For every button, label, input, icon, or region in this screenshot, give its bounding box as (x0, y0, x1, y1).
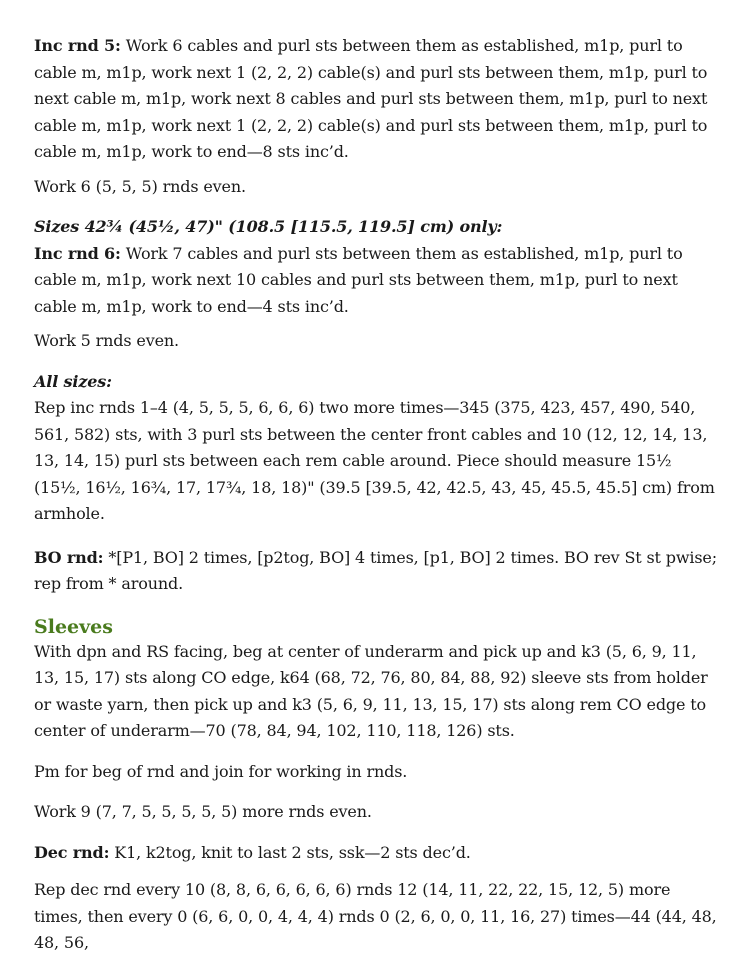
bo-rnd-text: *[P1, BO] 2 times, [p2tog, BO] 4 times, [p1, BO] 2 times. BO rev St st pwise; rep from * around. (34, 547, 717, 593)
work-rnds-even-5: Work 5 rnds even. (34, 331, 179, 350)
sizes-only-header: Sizes 42¾ (45½, 47)" (108.5 [115.5, 119.5] cm) only: (34, 217, 503, 236)
work-rnds-even-6: Work 6 (5, 5, 5) rnds even. (34, 176, 246, 196)
inc-rnd-6-paragraph (34, 241, 720, 321)
bo-rnd-paragraph (34, 545, 720, 598)
sleeves-heading: Sleeves (34, 615, 113, 638)
all-sizes-header: All sizes: (34, 371, 112, 391)
rep-dec-text: Rep dec rnd every 10 (8, 8, 6, 6, 6, 6, 6) rnds 12 (14, 11, 22, 22, 15, 12, 5) more times, then every 0 (6, 6, 0, 0, 4, 4, 4) rnds 0 (2, 6, 0, 0, 11, 16, 27) times—44 (44, 48, 48, 56, (34, 880, 717, 952)
sleeves-pickup-text: With dpn and RS facing, beg at center of underarm and pick up and k3 (5, 6, 9, 11, 13, 15, 17) sts along CO edge, k64 (68, 72, 76, 80, 84, 88, 92) sleeve sts from holder or waste yarn, then pick up and k3 (5, 6, 9, 11, 13, 15, 17) sts along rem CO edge to center of underarm—70 (78, 84, 94, 102, 110, 118, 126) sts. (34, 641, 708, 740)
bo-rnd-label: BO rnd: (34, 547, 104, 567)
dec-rnd-text: K1, k2tog, knit to last 2 sts, ssk—2 sts dec’d. (109, 842, 471, 862)
all-sizes-text: Rep inc rnds 1–4 (4, 5, 5, 5, 6, 6, 6) two more times—345 (375, 423, 457, 490, 540, 561, 582) sts, with 3 purl sts between the center front cables and 10 (12, 12, 14, 13, 13, 14, 15) purl sts between each rem cable around. Piece should measure 15½ (15½, 16½, 16¾, 17, 17¾, 18, 18)" (39.5 [39.5, 42, 42.5, 43, 45, 45.5, 45.5] cm) from armhole. (34, 398, 715, 523)
sleeves-pm-text: Pm for beg of rnd and join for working in rnds. (34, 761, 408, 781)
inc-rnd-5-paragraph (34, 33, 720, 166)
dec-rnd-label: Dec rnd: (34, 842, 110, 862)
inc-rnd-5-label: Inc rnd 5: (34, 36, 121, 55)
sleeves-work-even-text: Work 9 (7, 7, 5, 5, 5, 5, 5) more rnds even. (34, 802, 372, 821)
inc-rnd-6-text: Work 7 cables and purl sts between them as established, m1p, purl to cable m, m1p, work next 10 cables and purl sts between them, m1p, purl to next cable m, m1p, work to end—4 sts inc’d. (34, 243, 683, 316)
dec-rnd-paragraph (34, 840, 720, 867)
inc-rnd-5-text: Work 6 cables and purl sts between them as established, m1p, purl to cable m, m1p, work next 1 (2, 2, 2) cable(s) and purl sts between them, m1p, purl to next cable m, m1p, work next 8 cables and purl sts between them, m1p, purl to next cable m, m1p, work next 1 (2, 2, 2) cable(s) and purl sts between them, m1p, purl to cable m, m1p, work to end—8 sts inc’d. (34, 36, 708, 161)
inc-rnd-6-label: Inc rnd 6: (34, 243, 121, 263)
